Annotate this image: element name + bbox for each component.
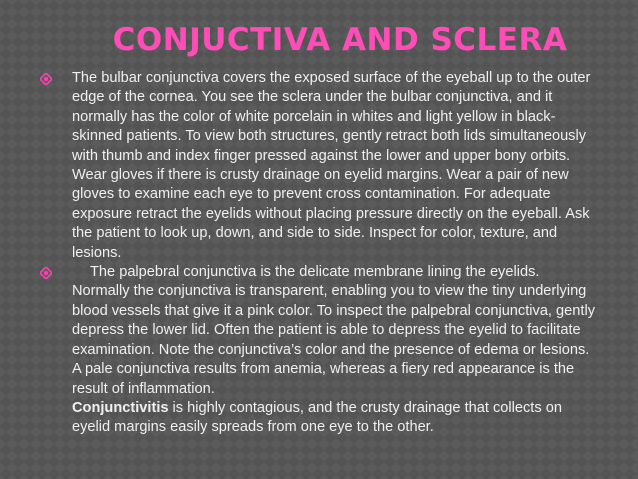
palpebral-text: The palpebral conjunctiva is the delicate membrane lining the eyelids. Normally the conjunctiva is transparent, enabling you to view the tiny underlying blood vessels that give it a pink color. To inspect the palpebral conjunctiva, gently depress the lower lid. Often the patient is able to depress the eyelid to facilitate examination. Note the conjunctiva’s color and the presence of edema or lesions. A pale conjunctiva results from anemia, whereas a fiery red appearance is the result of inflammation. [72,264,595,397]
bullet-item [40,263,600,438]
paragraph-palpebral-conjunctiva [72,263,600,438]
bullet-item [40,69,600,263]
conjunctivitis-text: is highly contagious, and the crusty drainage that collects on eyelid margins easily spreads from one eye to the other. [72,399,562,436]
diamond-target-bullet-icon [40,69,72,86]
conjunctivitis-term: Conjunctivitis [72,399,169,416]
paragraph-bulbar-conjunctiva: The bulbar conjunctiva covers the exposed surface of the eyeball up to the outer edge of the cornea. You see the sclera under the bulbar conjunctiva, and it normally has the color of white porcelain in whites and light yellow in black-skinned patients. To view both structures, gently retract both lids simultaneously with thumb and index finger pressed against the lower and upper bony orbits. Wear gloves if there is crusty drainage on eyelid margins. Wear a pair of new gloves to examine each eye to prevent cross contamination. For adequate exposure retract the eyelids without placing pressure directly on the eyeball. Ask the patient to look up, down, and side to side. Inspect for color, texture, and lesions. [72,70,591,261]
slide-title: CONJUCTIVA AND SCLERA [112,22,568,58]
diamond-target-bullet-icon [40,263,72,280]
slide-body [40,69,600,438]
